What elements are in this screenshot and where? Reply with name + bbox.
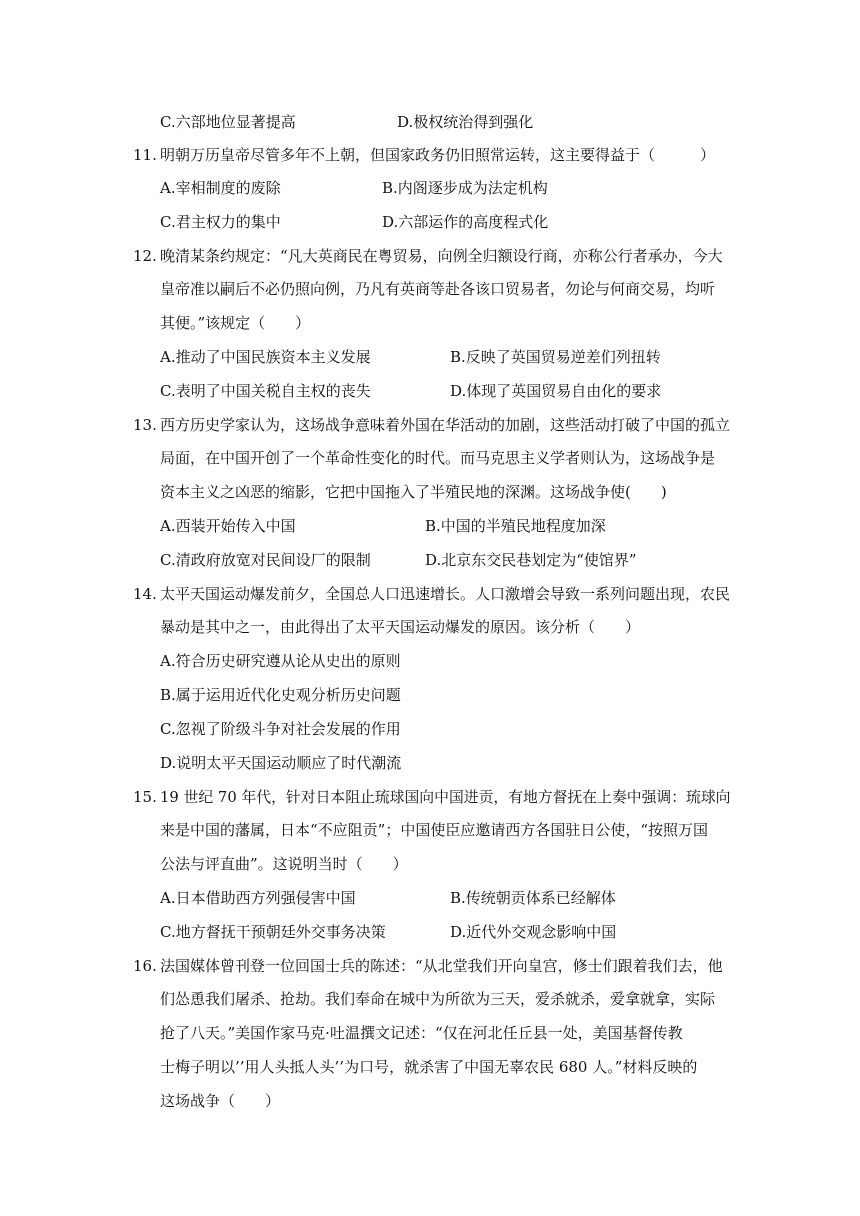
q11-option-d: D.六部运作的高度程式化 [382, 213, 549, 231]
q15-number: 15. [133, 788, 157, 806]
q12-stem-line: 皇帝准以嗣后不必仍照向例，乃凡有英商等赴各该口贸易者，勿论与何商交易，均听 [160, 280, 716, 298]
q11-stem-line: 明朝万历皇帝尽管多年不上朝，但国家政务仍旧照常运转，这主要得益于（ ） [160, 146, 716, 164]
q15-option-c: C.地方督抚干预朝廷外交事务决策 [160, 923, 386, 941]
q12-option-c: C.表明了中国关税自主权的丧失 [160, 382, 371, 400]
q15-stem-line: 公法与评直曲”。这说明当时（ ） [160, 855, 408, 873]
q15-stem-line: 19 世纪 70 年代，针对日本阻止琉球国向中国进贡，有地方督抚在上奏中强调：琉球向 [160, 788, 731, 806]
q16-stem-line: 法国媒体曾刊登一位回国士兵的陈述：“从北堂我们开向皇宫，修士们跟着我们去，他 [160, 957, 723, 975]
q15-stem-line: 来是中国的藩属，日本“不应阻贡”；中国使臣应邀请西方各国驻日公使，“按照万国 [160, 821, 709, 839]
q11-option-b: B.内阁逐步成为法定机构 [382, 179, 548, 197]
q11-option-a: A.宰相制度的废除 [160, 179, 281, 197]
q15-option-d: D.近代外交观念影响中国 [450, 923, 617, 941]
q12-number: 12. [133, 247, 157, 265]
q14-option-a: A.符合历史研究遵从论从史出的原则 [160, 652, 401, 670]
q12-option-d: D.体现了英国贸易自由化的要求 [450, 382, 662, 400]
q13-number: 13. [133, 416, 157, 434]
q14-stem-line: 暴动是其中之一，由此得出了太平天国运动爆发的原因。该分析（ ） [160, 618, 641, 636]
q13-option-d: D.北京东交民巷划定为“使馆界” [425, 551, 637, 569]
q15-option-a: A.日本借助西方列强侵害中国 [160, 889, 356, 907]
q16-stem-line: 士梅子明以’’用人头抵人头’’为口号，就杀害了中国无辜农民 680 人。”材料反映的 [160, 1058, 698, 1076]
q10-option-c: C.六部地位显著提高 [160, 113, 296, 131]
q15-option-b: B.传统朝贡体系已经解体 [450, 889, 616, 907]
q11-option-c: C.君主权力的集中 [160, 213, 281, 231]
q16-number: 16. [133, 957, 157, 975]
q16-stem-line: 这场战争（ ） [160, 1092, 281, 1110]
q12-option-b: B.反映了英国贸易逆差们列扭转 [450, 348, 661, 366]
q14-stem-line: 太平天国运动爆发前夕，全国总人口迅速增长。人口激增会导致一系列问题出现，农民 [160, 585, 731, 603]
q14-number: 14. [133, 585, 157, 603]
q13-option-b: B.中国的半殖民地程度加深 [425, 517, 606, 535]
q16-stem-line: 抢了八天。”美国作家马克·吐温撰文记述：“仅在河北任丘县一处，美国基督传教 [160, 1024, 683, 1042]
q13-option-a: A.西装开始传入中国 [160, 517, 296, 535]
q13-stem-line: 局面，在中国开创了一个革命性变化的时代。而马克思主义学者则认为，这场战争是 [160, 449, 716, 467]
q11-number: 11. [133, 146, 157, 164]
q14-option-d: D.说明太平天国运动顺应了时代潮流 [160, 754, 402, 772]
q10-option-d: D.极权统治得到强化 [397, 113, 534, 131]
q12-stem-line: 其便。”该规定（ ） [160, 314, 311, 332]
q16-stem-line: 们怂恿我们屠杀、抢劫。我们奉命在城中为所欲为三天，爱杀就杀，爱拿就拿，实际 [160, 990, 716, 1008]
q13-option-c: C.清政府放宽对民间设厂的限制 [160, 551, 371, 569]
q14-option-b: B.属于运用近代化史观分析历史问题 [160, 686, 401, 704]
q12-option-a: A.推动了中国民族资本主义发展 [160, 348, 371, 366]
q13-stem-line: 西方历史学家认为，这场战争意味着外国在华活动的加剧，这些活动打破了中国的孤立 [160, 416, 731, 434]
q13-stem-line: 资本主义之凶恶的缩影，它把中国拖入了半殖民地的深渊。这场战争使( ) [160, 483, 667, 501]
q14-option-c: C.忽视了阶级斗争对社会发展的作用 [160, 720, 401, 738]
q12-stem-line: 晚清某条约规定：“凡大英商民在粤贸易，向例全归额设行商，亦称公行者承办，今大 [160, 247, 723, 265]
